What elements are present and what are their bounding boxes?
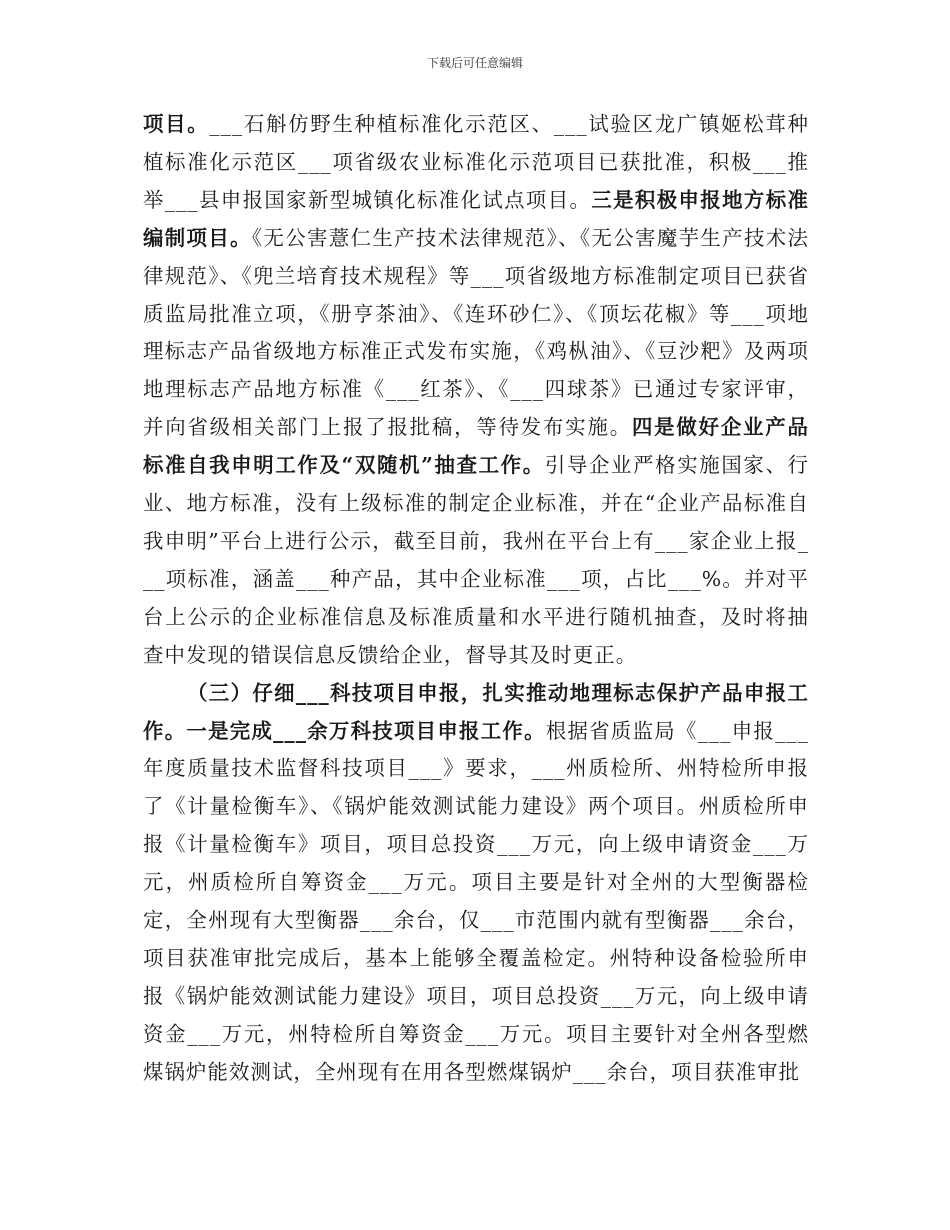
text-run: ___石斛仿野生种植标准化示范区、___试验区龙广镇姬松茸种植标准化示范区___项省级农业标准化示范项目已获批准，积极___推举___县申报国家新型城镇化标准化试点项目。 — [143, 112, 809, 212]
text-run: 四是做好企业产品标准自我申明工作及“双随机”抽查工作。 — [143, 415, 809, 478]
text-run: 根据省质监局《___申报___年度质量技术监督科技项目___》要求，___州质检所、州特检所申报了《计量检衡车》、《锅炉能效测试能力建设》两个项目。州质检所申报《计量检衡车》项目，项目总投资___万元，向上级申请资金___万元，州质检所自筹资金___万元。项目主要是针对全州的大型衡器检定，全州现有大型衡器___余台，仅___市范围内就有型衡器___余台，项目获准审批完成后，基本上能够全覆盖检定。州特种设备检验所申报《锅炉能效测试能力建设》项目，项目总投资___万元，向上级申请资金___万元，州特检所自筹资金___万元。项目主要针对全州各型燃煤锅炉能效测试，全州现有在用各型燃煤锅炉___余台，项目获准审批 — [143, 718, 809, 1084]
text-run: （三）仔细___科技项目申报，扎实推动地理标志保护产品申报工作。一是完成___余万科技项目申报工作。 — [143, 680, 809, 743]
page-header: 下载后可任意编辑 — [426, 56, 523, 70]
text-run: 项目。 — [143, 112, 210, 136]
document-body — [143, 106, 809, 1092]
text-run: 三是积极申报地方标准编制项目。 — [143, 187, 809, 250]
text-run: 《无公害薏仁生产技术法律规范》、《无公害魔芋生产技术法律规范》、《兜兰培育技术规程》等___项省级地方标准制定项目已获省质监局批准立项，《册亨茶油》、《连环砂仁》、《顶坛花椒》等___项地理标志产品省级地方标准正式发布实施，《鸡枞油》、《豆沙粑》及两项地理标志产品地方标准《___红茶》、《___四球茶》已通过专家评审，并向省级相关部门上报了报批稿，等待发布实施。 — [143, 225, 809, 440]
text-run: 引导企业严格实施国家、行业、地方标准，没有上级标准的制定企业标准，并在“企业产品标准自我申明”平台上进行公示，截至目前，我州在平台上有___家企业上报___项标准，涵盖___种产品，其中企业标准___项，占比___%。并对平台上公示的企业标准信息及标准质量和水平进行随机抽查，及时将抽查中发现的错误信息反馈给企业，督导其及时更正。 — [143, 453, 810, 667]
paragraph-1 — [143, 106, 809, 675]
paragraph-2 — [143, 675, 809, 1092]
